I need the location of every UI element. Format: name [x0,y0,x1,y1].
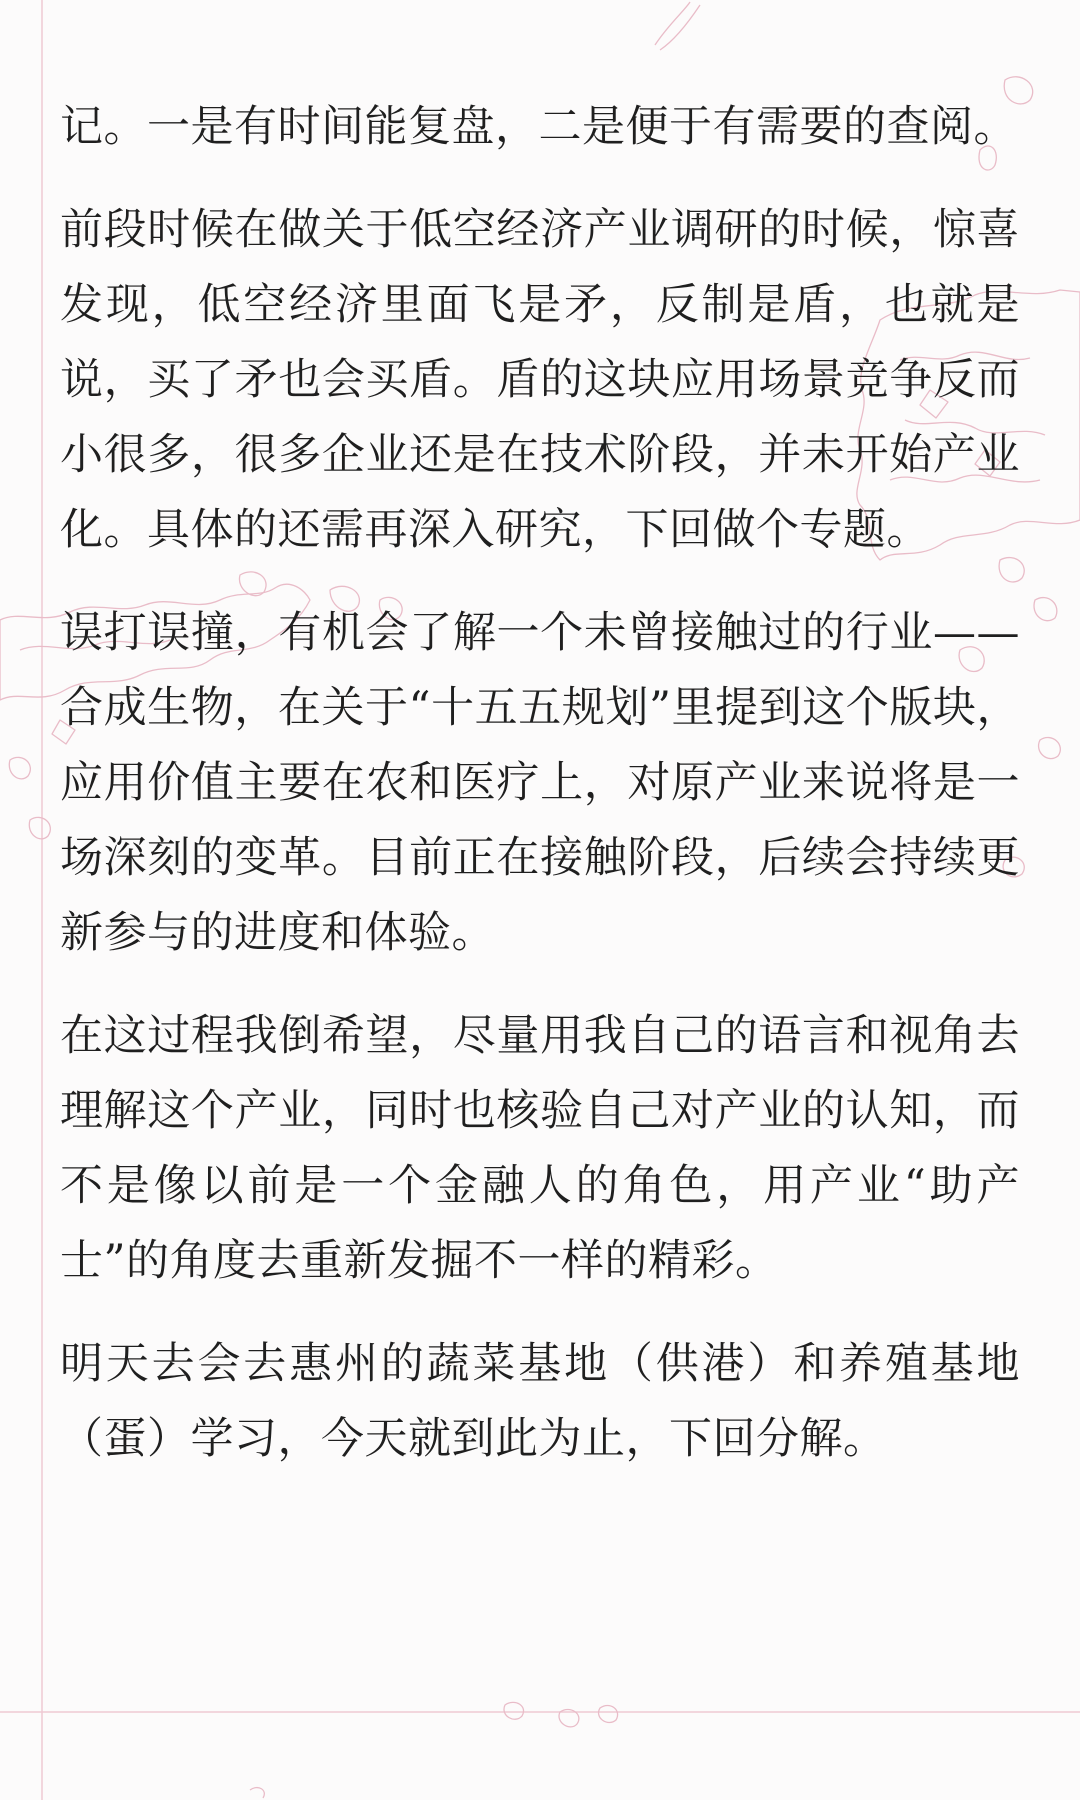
paragraph-4: 在这过程我倒希望，尽量用我自己的语言和视角去理解这个产业，同时也核验自己对产业的认知，而不是像以前是一个金融人的角色，用产业“助产士”的角度去重新发掘不一样的精彩。 [60,1011,1020,1286]
paragraph-1: 记。一是有时间能复盘，二是便于有需要的查阅。 [60,102,1017,152]
paragraph-3: 误打误撞，有机会了解一个未曾接触过的行业——合成生物，在关于“十五五规划”里提到这个版块，应用价值主要在农和医疗上，对原产业来说将是一场深刻的变革。目前正在接触阶段，后续会持续更新参与的进度和体验。 [60,608,1020,958]
paragraph-5: 明天去会去惠州的蔬菜基地（供港）和养殖基地（蛋）学习，今天就到此为止，下回分解。 [60,1339,1020,1464]
note-body [60,90,1020,1505]
paragraph-2: 前段时候在做关于低空经济产业调研的时候，惊喜发现，低空经济里面飞是矛，反制是盾，也就是说，买了矛也会买盾。盾的这块应用场景竞争反而小很多，很多企业还是在技术阶段，并未开始产业化。具体的还需再深入研究，下回做个专题。 [60,205,1020,555]
